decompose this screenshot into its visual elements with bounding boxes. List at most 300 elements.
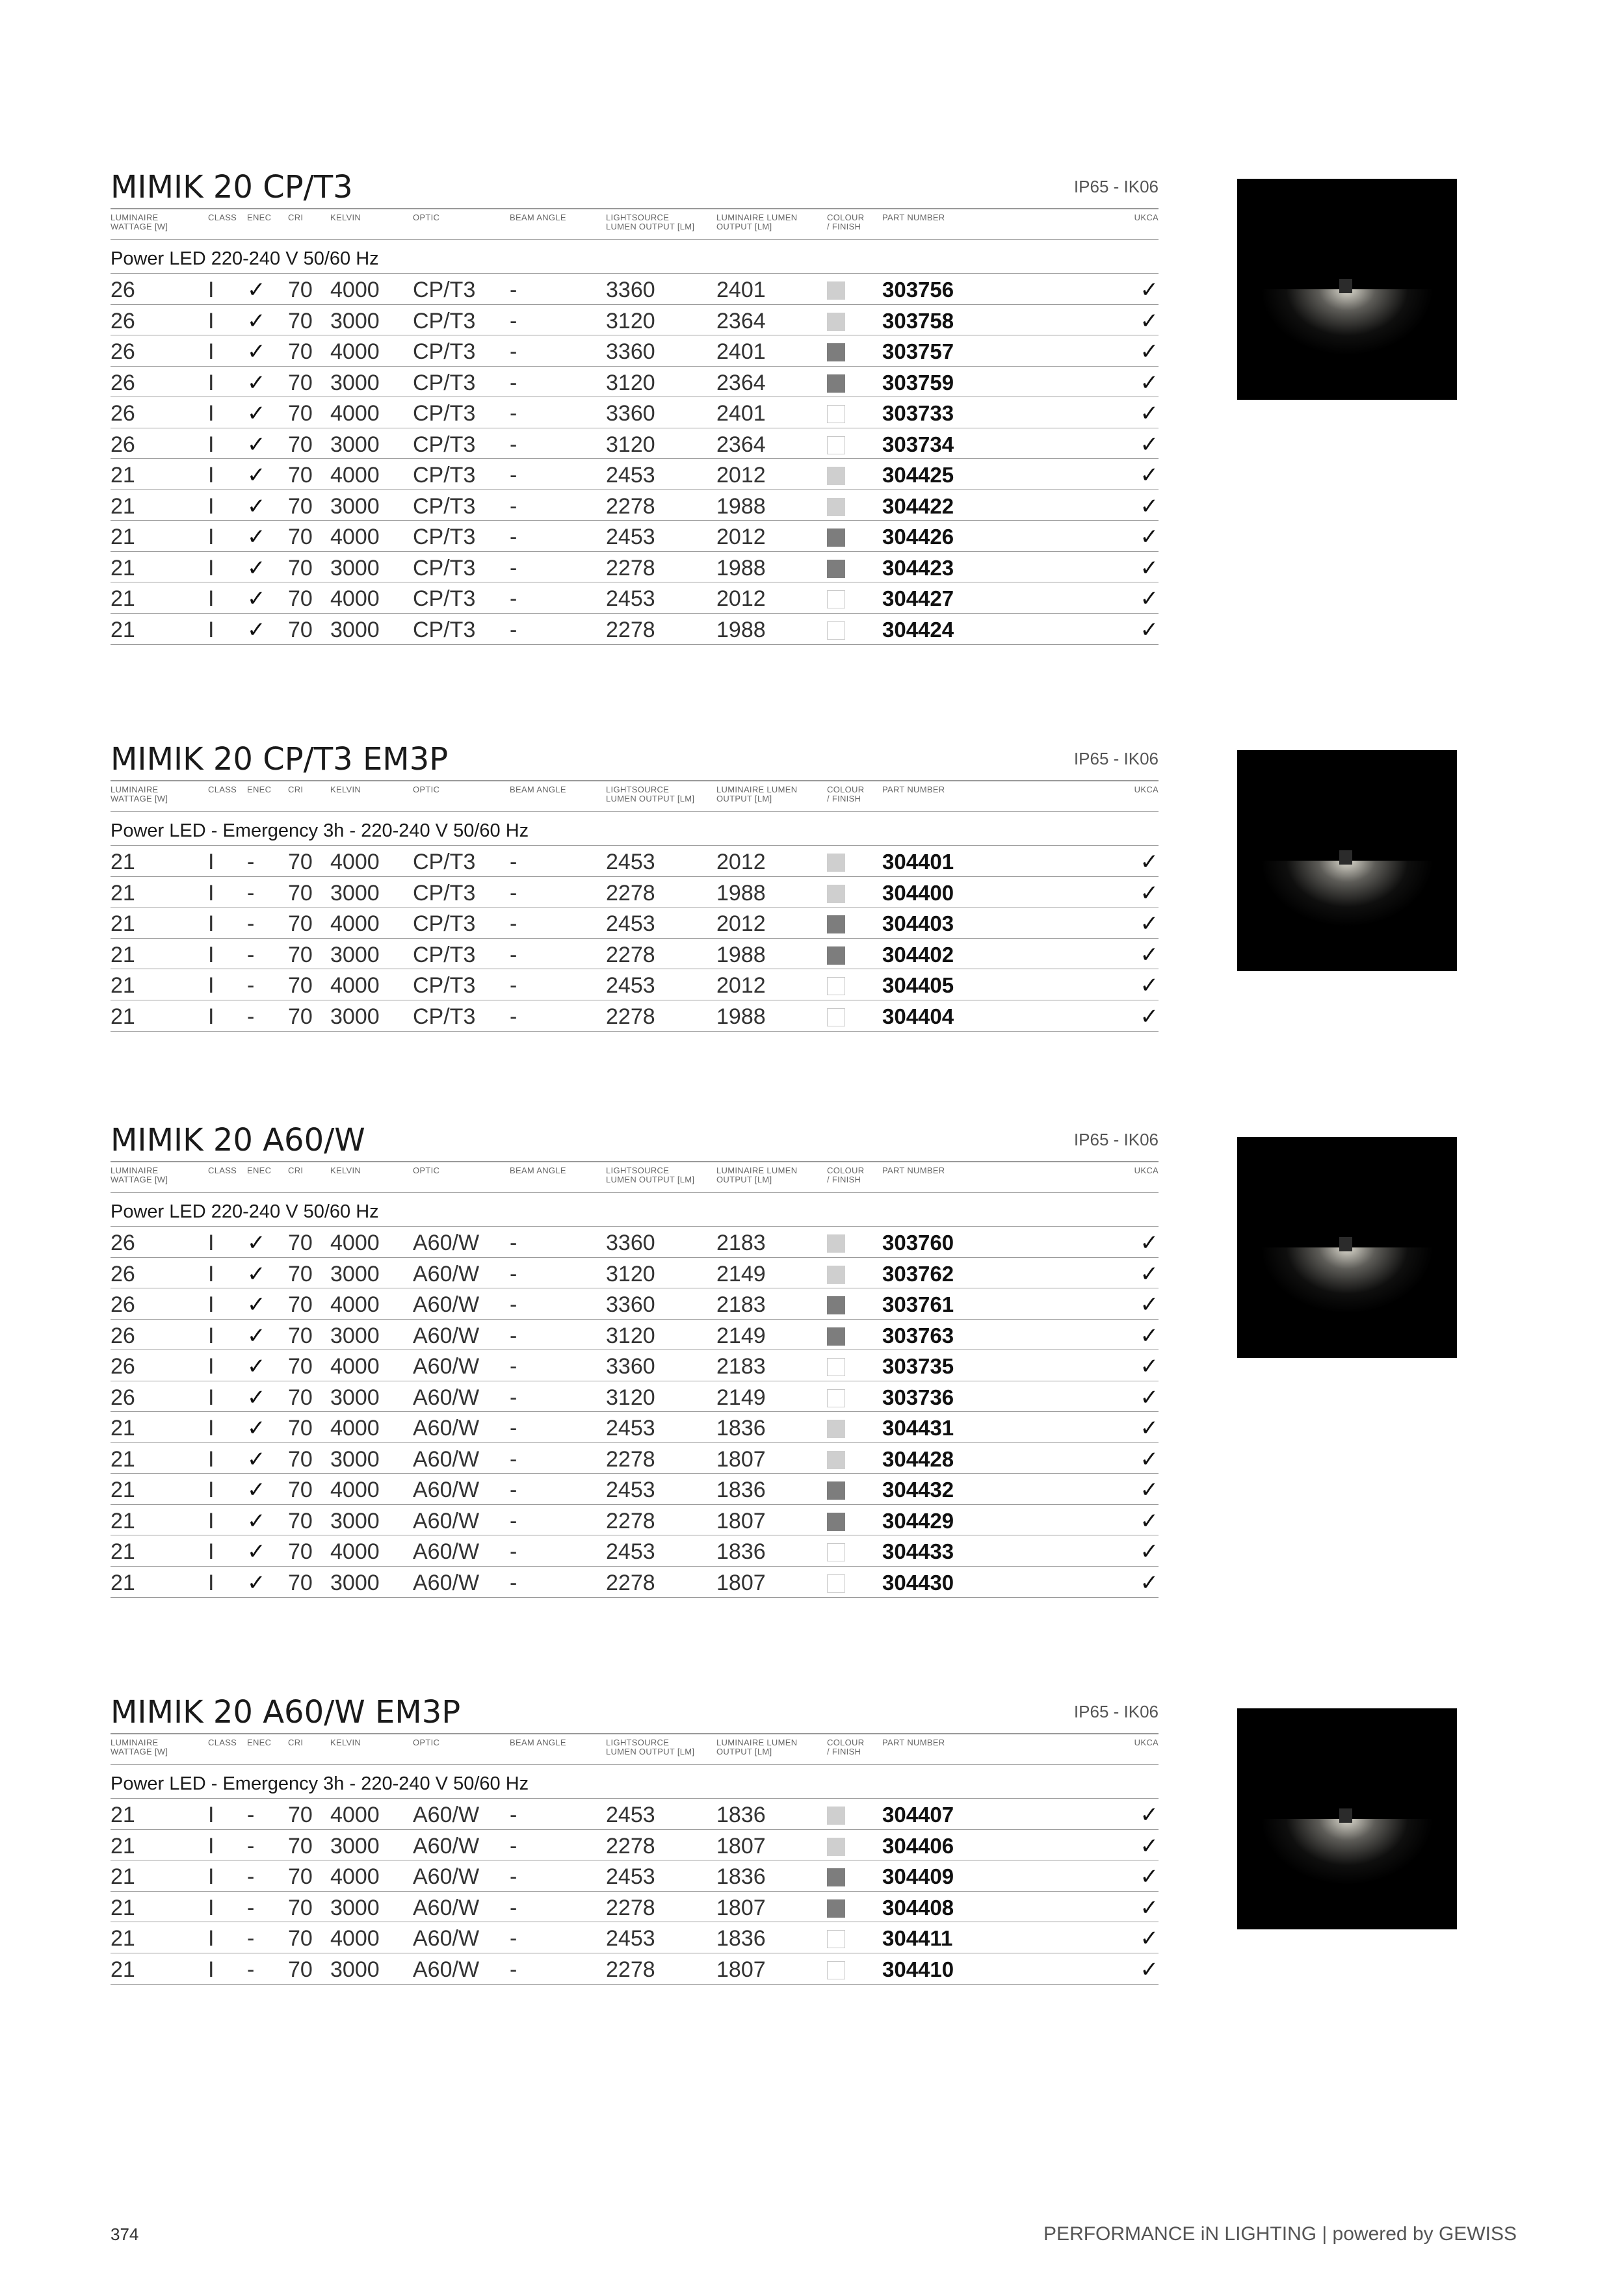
cell-cls: I — [208, 1231, 215, 1255]
cell-enec: ✓ — [247, 555, 266, 581]
cell-lum: 1836 — [716, 1539, 766, 1564]
cell-beam: - — [510, 911, 517, 936]
cell-cri: 70 — [288, 493, 313, 519]
cell-ls: 3360 — [606, 1292, 655, 1317]
cell-optic: CP/T3 — [413, 493, 476, 519]
part-number: 304431 — [882, 1416, 954, 1440]
finish-swatch-grey — [827, 1266, 845, 1284]
cell-cls: I — [208, 1478, 215, 1502]
cell-ls: 2453 — [606, 1539, 655, 1564]
table-row — [111, 1860, 1159, 1891]
cell-w: 26 — [111, 1292, 135, 1317]
column-header-ls_lumen: LIGHTSOURCE LUMEN OUTPUT [LM] — [606, 1738, 695, 1756]
cell-ls: 2278 — [606, 1570, 655, 1595]
table-row — [111, 938, 1159, 969]
cell-optic: A60/W — [413, 1261, 480, 1286]
cell-w: 26 — [111, 370, 135, 395]
cell-enec: - — [247, 850, 255, 874]
cell-beam: - — [510, 1864, 517, 1889]
cell-cls: I — [208, 370, 215, 395]
cell-cls: I — [208, 1354, 215, 1379]
column-header-wattage: LUMINAIRE WATTAGE [W] — [111, 1166, 168, 1184]
ukca-check-icon: ✓ — [1140, 1833, 1159, 1859]
column-header-wattage: LUMINAIRE WATTAGE [W] — [111, 1738, 168, 1756]
cell-optic: CP/T3 — [413, 850, 476, 874]
header-rule — [111, 1764, 1159, 1765]
cell-k: 3000 — [330, 1957, 380, 1982]
cell-optic: A60/W — [413, 1292, 480, 1317]
finish-swatch-white — [827, 977, 845, 995]
cell-optic: A60/W — [413, 1231, 480, 1255]
column-header-ukca: UKCA — [1134, 213, 1159, 222]
cell-k: 4000 — [330, 586, 380, 611]
cell-w: 21 — [111, 1833, 135, 1859]
finish-swatch-white — [827, 1008, 845, 1026]
cell-enec: - — [247, 880, 255, 906]
table-row — [111, 1566, 1159, 1598]
cell-optic: CP/T3 — [413, 432, 476, 457]
cell-optic: CP/T3 — [413, 617, 476, 642]
title-rule — [111, 1733, 1159, 1734]
cell-ls: 2278 — [606, 1508, 655, 1533]
ukca-check-icon: ✓ — [1140, 1478, 1159, 1502]
product-section — [111, 168, 1159, 646]
ukca-check-icon: ✓ — [1140, 370, 1159, 395]
cell-ls: 3120 — [606, 308, 655, 333]
cell-ls: 3360 — [606, 278, 655, 302]
cell-lum: 1807 — [716, 1446, 766, 1472]
table-row — [111, 1891, 1159, 1922]
finish-swatch-grey — [827, 1234, 845, 1253]
ukca-check-icon: ✓ — [1140, 1354, 1159, 1379]
column-header-beam: BEAM ANGLE — [510, 1166, 566, 1175]
product-section — [111, 1121, 1159, 1599]
cell-w: 21 — [111, 942, 135, 967]
cell-k: 4000 — [330, 1354, 380, 1379]
cell-cls: I — [208, 1261, 215, 1286]
fixture-icon — [1339, 1808, 1352, 1823]
cell-k: 3000 — [330, 555, 380, 581]
title-rule — [111, 780, 1159, 781]
table-row — [111, 1798, 1159, 1829]
cell-ls: 3120 — [606, 432, 655, 457]
column-header-part: PART NUMBER — [882, 1738, 945, 1747]
table-row — [111, 366, 1159, 397]
cell-cri: 70 — [288, 370, 313, 395]
cell-enec: - — [247, 1926, 255, 1951]
finish-swatch-dark — [827, 343, 845, 361]
cell-cri: 70 — [288, 1803, 313, 1827]
ukca-check-icon: ✓ — [1140, 1323, 1159, 1348]
column-header-kelvin: KELVIN — [330, 785, 361, 794]
cell-lum: 2401 — [716, 339, 766, 364]
cell-cri: 70 — [288, 850, 313, 874]
ukca-check-icon: ✓ — [1140, 586, 1159, 611]
finish-swatch-grey — [827, 1807, 845, 1825]
finish-swatch-white — [827, 621, 845, 640]
power-supply-label: Power LED 220-240 V 50/60 Hz — [111, 248, 379, 269]
part-number: 304407 — [882, 1803, 954, 1827]
cell-cls: I — [208, 850, 215, 874]
ukca-check-icon: ✓ — [1140, 1446, 1159, 1472]
cell-enec: - — [247, 942, 255, 967]
cell-lum: 1988 — [716, 555, 766, 581]
table-row — [111, 1504, 1159, 1535]
cell-cls: I — [208, 942, 215, 967]
cell-enec: ✓ — [247, 1508, 266, 1533]
finish-swatch-white — [827, 1930, 845, 1948]
part-number: 304406 — [882, 1833, 954, 1858]
cell-beam: - — [510, 1354, 517, 1379]
finish-swatch-white — [827, 1961, 845, 1979]
cell-cri: 70 — [288, 525, 313, 549]
table-row — [111, 520, 1159, 551]
cell-lum: 1988 — [716, 617, 766, 642]
table-row — [111, 428, 1159, 459]
ukca-check-icon: ✓ — [1140, 880, 1159, 906]
cell-enec: ✓ — [247, 1539, 266, 1564]
cell-w: 21 — [111, 1446, 135, 1472]
cell-cls: I — [208, 911, 215, 936]
section-title: MIMIK 20 CP/T3 — [111, 169, 353, 205]
cell-optic: CP/T3 — [413, 370, 476, 395]
cell-beam: - — [510, 525, 517, 549]
cell-enec: - — [247, 1833, 255, 1859]
part-number: 304403 — [882, 911, 954, 935]
cell-cri: 70 — [288, 1323, 313, 1348]
ukca-check-icon: ✓ — [1140, 1004, 1159, 1029]
cell-enec: ✓ — [247, 308, 266, 333]
cell-ls: 2278 — [606, 1446, 655, 1472]
cell-enec: ✓ — [247, 586, 266, 611]
cell-cls: I — [208, 1292, 215, 1317]
cell-k: 3000 — [330, 1385, 380, 1410]
column-header-optic: OPTIC — [413, 213, 440, 222]
finish-swatch-dark — [827, 1868, 845, 1886]
cell-enec: ✓ — [247, 278, 266, 302]
cell-optic: A60/W — [413, 1926, 480, 1951]
cell-lum: 2012 — [716, 973, 766, 998]
table-row — [111, 1350, 1159, 1381]
cell-cri: 70 — [288, 1478, 313, 1502]
product-light-photo — [1237, 1708, 1457, 1929]
cell-optic: A60/W — [413, 1508, 480, 1533]
cell-beam: - — [510, 432, 517, 457]
cell-beam: - — [510, 617, 517, 642]
column-header-cri: CRI — [288, 1738, 304, 1747]
part-number: 304432 — [882, 1478, 954, 1502]
column-header-enec: ENEC — [247, 213, 272, 222]
cell-k: 3000 — [330, 617, 380, 642]
cell-enec: - — [247, 973, 255, 998]
cell-w: 21 — [111, 880, 135, 906]
column-header-enec: ENEC — [247, 1738, 272, 1747]
cell-ls: 3360 — [606, 1354, 655, 1379]
cell-ls: 3120 — [606, 1385, 655, 1410]
cell-beam: - — [510, 370, 517, 395]
cell-ls: 3360 — [606, 1231, 655, 1255]
column-header-ukca: UKCA — [1134, 1166, 1159, 1175]
cell-cri: 70 — [288, 401, 313, 426]
cell-k: 3000 — [330, 308, 380, 333]
section-title: MIMIK 20 A60/W — [111, 1122, 365, 1158]
cell-beam: - — [510, 1292, 517, 1317]
ukca-check-icon: ✓ — [1140, 1508, 1159, 1533]
cell-cls: I — [208, 1570, 215, 1595]
cell-lum: 1988 — [716, 1004, 766, 1029]
part-number: 304423 — [882, 555, 954, 580]
cell-enec: ✓ — [247, 1478, 266, 1502]
cell-beam: - — [510, 401, 517, 426]
cell-k: 4000 — [330, 463, 380, 488]
part-number: 303735 — [882, 1354, 954, 1378]
title-rule — [111, 1161, 1159, 1162]
ukca-check-icon: ✓ — [1140, 525, 1159, 549]
part-number: 303759 — [882, 370, 954, 395]
cell-enec: - — [247, 1864, 255, 1889]
fixture-icon — [1339, 1237, 1352, 1251]
cell-optic: A60/W — [413, 1323, 480, 1348]
header-rule — [111, 811, 1159, 812]
cell-cri: 70 — [288, 1292, 313, 1317]
cell-cls: I — [208, 1323, 215, 1348]
column-header-beam: BEAM ANGLE — [510, 785, 566, 794]
cell-lum: 2401 — [716, 278, 766, 302]
cell-cls: I — [208, 308, 215, 333]
column-header-class: CLASS — [208, 1738, 237, 1747]
product-table — [111, 1226, 1159, 1598]
table-row — [111, 845, 1159, 876]
cell-lum: 2149 — [716, 1261, 766, 1286]
cell-ls: 3360 — [606, 401, 655, 426]
product-light-photo — [1237, 179, 1457, 400]
cell-w: 21 — [111, 463, 135, 488]
column-header-colour: COLOUR / FINISH — [827, 785, 865, 803]
column-header-class: CLASS — [208, 785, 237, 794]
column-header-kelvin: KELVIN — [330, 1166, 361, 1175]
cell-lum: 2149 — [716, 1385, 766, 1410]
cell-lum: 1836 — [716, 1926, 766, 1951]
part-number: 303758 — [882, 308, 954, 333]
cell-w: 21 — [111, 1957, 135, 1982]
part-number: 303762 — [882, 1261, 954, 1286]
product-table — [111, 273, 1159, 645]
cell-lum: 1988 — [716, 880, 766, 906]
cell-cri: 70 — [288, 911, 313, 936]
cell-enec: ✓ — [247, 339, 266, 364]
column-header-colour: COLOUR / FINISH — [827, 1738, 865, 1756]
cell-enec: ✓ — [247, 525, 266, 549]
ukca-check-icon: ✓ — [1140, 973, 1159, 998]
cell-k: 4000 — [330, 401, 380, 426]
cell-cls: I — [208, 1895, 215, 1920]
cell-cri: 70 — [288, 617, 313, 642]
cell-ls: 2453 — [606, 586, 655, 611]
part-number: 304408 — [882, 1895, 954, 1920]
cell-enec: ✓ — [247, 463, 266, 488]
table-row — [111, 1257, 1159, 1288]
cell-cri: 70 — [288, 1895, 313, 1920]
cell-beam: - — [510, 1803, 517, 1827]
part-number: 304405 — [882, 973, 954, 997]
ukca-check-icon: ✓ — [1140, 1957, 1159, 1982]
cell-beam: - — [510, 1478, 517, 1502]
ukca-check-icon: ✓ — [1140, 1926, 1159, 1951]
column-header-optic: OPTIC — [413, 1166, 440, 1175]
cell-cri: 70 — [288, 1261, 313, 1286]
cell-cri: 70 — [288, 1539, 313, 1564]
cell-cls: I — [208, 973, 215, 998]
cell-k: 4000 — [330, 850, 380, 874]
footer-brand: PERFORMANCE iN LIGHTING | powered by GEWISS — [1043, 2223, 1517, 2245]
finish-swatch-grey — [827, 854, 845, 872]
cell-cls: I — [208, 493, 215, 519]
cell-enec: ✓ — [247, 370, 266, 395]
cell-lum: 1807 — [716, 1833, 766, 1859]
column-header-class: CLASS — [208, 213, 237, 222]
cell-k: 4000 — [330, 973, 380, 998]
cell-k: 4000 — [330, 1926, 380, 1951]
cell-k: 3000 — [330, 1508, 380, 1533]
cell-k: 4000 — [330, 339, 380, 364]
cell-optic: A60/W — [413, 1385, 480, 1410]
part-number: 304400 — [882, 880, 954, 905]
table-row — [111, 1381, 1159, 1412]
cell-k: 4000 — [330, 1292, 380, 1317]
ip-rating: IP65 - IK06 — [1073, 1130, 1159, 1149]
ukca-check-icon: ✓ — [1140, 493, 1159, 519]
table-row — [111, 1319, 1159, 1350]
cell-cri: 70 — [288, 555, 313, 581]
cell-ls: 2278 — [606, 1004, 655, 1029]
cell-w: 21 — [111, 617, 135, 642]
cell-k: 3000 — [330, 1261, 380, 1286]
ukca-check-icon: ✓ — [1140, 1895, 1159, 1920]
cell-cri: 70 — [288, 1354, 313, 1379]
cell-enec: - — [247, 1803, 255, 1827]
cell-cri: 70 — [288, 1416, 313, 1441]
cell-beam: - — [510, 1323, 517, 1348]
cell-optic: CP/T3 — [413, 525, 476, 549]
finish-swatch-grey — [827, 1451, 845, 1469]
table-row — [111, 1288, 1159, 1319]
ukca-check-icon: ✓ — [1140, 339, 1159, 364]
cell-w: 26 — [111, 339, 135, 364]
cell-cls: I — [208, 1833, 215, 1859]
cell-k: 4000 — [330, 525, 380, 549]
cell-cls: I — [208, 1385, 215, 1410]
title-rule — [111, 208, 1159, 209]
cell-enec: - — [247, 1004, 255, 1029]
cell-w: 26 — [111, 432, 135, 457]
part-number: 304411 — [882, 1926, 953, 1950]
cell-k: 4000 — [330, 1803, 380, 1827]
finish-swatch-dark — [827, 1296, 845, 1314]
cell-beam: - — [510, 1261, 517, 1286]
cell-k: 3000 — [330, 1446, 380, 1472]
cell-ls: 2453 — [606, 525, 655, 549]
fixture-icon — [1339, 279, 1352, 293]
table-row — [111, 1442, 1159, 1474]
finish-swatch-dark — [827, 1327, 845, 1346]
cell-lum: 1836 — [716, 1416, 766, 1441]
column-header-optic: OPTIC — [413, 1738, 440, 1747]
cell-ls: 3120 — [606, 370, 655, 395]
cell-cls: I — [208, 1864, 215, 1889]
column-header-colour: COLOUR / FINISH — [827, 1166, 865, 1184]
table-row — [111, 304, 1159, 335]
cell-k: 3000 — [330, 1895, 380, 1920]
cell-cri: 70 — [288, 339, 313, 364]
cell-beam: - — [510, 942, 517, 967]
cell-enec: ✓ — [247, 1446, 266, 1472]
finish-swatch-grey — [827, 1420, 845, 1438]
cell-beam: - — [510, 1957, 517, 1982]
column-header-lum_lumen: LUMINAIRE LUMEN OUTPUT [LM] — [716, 785, 798, 803]
cell-enec: - — [247, 911, 255, 936]
cell-optic: CP/T3 — [413, 880, 476, 906]
cell-ls: 2453 — [606, 973, 655, 998]
cell-w: 21 — [111, 1539, 135, 1564]
part-number: 303757 — [882, 339, 954, 363]
column-headers — [111, 785, 1159, 811]
cell-beam: - — [510, 1231, 517, 1255]
part-number: 304422 — [882, 493, 954, 518]
cell-beam: - — [510, 339, 517, 364]
cell-w: 21 — [111, 1803, 135, 1827]
cell-w: 26 — [111, 401, 135, 426]
cell-cri: 70 — [288, 1231, 313, 1255]
cell-k: 4000 — [330, 1231, 380, 1255]
finish-swatch-dark — [827, 374, 845, 393]
cell-optic: CP/T3 — [413, 308, 476, 333]
cell-lum: 2183 — [716, 1354, 766, 1379]
cell-lum: 2012 — [716, 911, 766, 936]
finish-swatch-dark — [827, 1513, 845, 1531]
column-header-wattage: LUMINAIRE WATTAGE [W] — [111, 785, 168, 803]
ukca-check-icon: ✓ — [1140, 850, 1159, 874]
finish-swatch-white — [827, 1358, 845, 1376]
cell-enec: ✓ — [247, 1261, 266, 1286]
light-beam — [1237, 1247, 1457, 1358]
cell-cls: I — [208, 1416, 215, 1441]
cell-cls: I — [208, 1508, 215, 1533]
cell-cls: I — [208, 1926, 215, 1951]
cell-w: 26 — [111, 1354, 135, 1379]
cell-optic: A60/W — [413, 1803, 480, 1827]
ip-rating: IP65 - IK06 — [1073, 749, 1159, 768]
cell-enec: - — [247, 1957, 255, 1982]
table-row — [111, 273, 1159, 304]
cell-optic: CP/T3 — [413, 942, 476, 967]
cell-cls: I — [208, 555, 215, 581]
cell-optic: CP/T3 — [413, 1004, 476, 1029]
cell-w: 21 — [111, 1508, 135, 1533]
cell-lum: 2012 — [716, 850, 766, 874]
column-header-lum_lumen: LUMINAIRE LUMEN OUTPUT [LM] — [716, 213, 798, 231]
cell-cri: 70 — [288, 1926, 313, 1951]
part-number: 304433 — [882, 1539, 954, 1563]
cell-cri: 70 — [288, 973, 313, 998]
table-row — [111, 551, 1159, 582]
cell-w: 26 — [111, 1385, 135, 1410]
column-header-enec: ENEC — [247, 785, 272, 794]
finish-swatch-grey — [827, 1838, 845, 1856]
ukca-check-icon: ✓ — [1140, 1261, 1159, 1286]
cell-w: 21 — [111, 1416, 135, 1441]
column-header-kelvin: KELVIN — [330, 1738, 361, 1747]
ukca-check-icon: ✓ — [1140, 1385, 1159, 1410]
